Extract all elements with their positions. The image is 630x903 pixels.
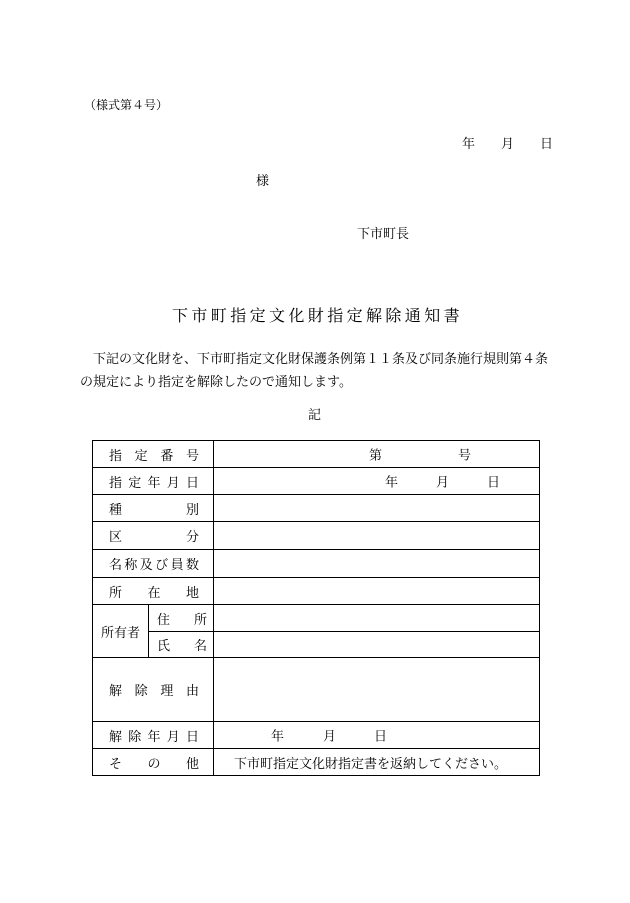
recipient-suffix: 様 <box>256 174 270 189</box>
designation-date-day: 日 <box>487 475 501 491</box>
date-month-label: 月 <box>501 137 515 152</box>
reason-field[interactable] <box>214 658 540 722</box>
row-category <box>93 522 540 550</box>
release-date-field[interactable] <box>214 722 540 749</box>
designation-number-suffix: 号 <box>458 448 472 464</box>
category-field[interactable] <box>214 522 540 550</box>
form-number: （様式第４号） <box>84 98 169 112</box>
designation-date-year: 年 <box>385 475 399 491</box>
label-release-date: 解 除 年 月 日 <box>93 722 214 749</box>
row-owner-name <box>93 632 540 658</box>
row-designation-date <box>93 468 540 495</box>
designation-date-month: 月 <box>436 475 450 491</box>
label-name-count: 名 称 及 び 員 数 <box>93 550 214 578</box>
other-note: 下市町指定文化財指定書を返納してください。 <box>234 756 508 772</box>
designation-number-field[interactable] <box>214 441 540 468</box>
row-designation-number <box>93 441 540 468</box>
label-designation-date: 指 定 年 月 日 <box>93 468 214 495</box>
release-date-year: 年 <box>271 729 285 745</box>
owner-name-field[interactable] <box>214 632 540 658</box>
issuer-name: 下市町長 <box>357 227 410 242</box>
document-title: 下市町指定文化財指定解除通知書 <box>172 306 464 325</box>
row-location <box>93 578 540 605</box>
registry-table <box>92 440 540 776</box>
designation-number-prefix: 第 <box>369 448 383 464</box>
row-name-count <box>93 550 540 578</box>
release-date-month: 月 <box>323 729 337 745</box>
label-other: そ の 他 <box>93 749 214 776</box>
label-owner: 所有者 <box>93 605 149 658</box>
row-other <box>93 749 540 776</box>
date-day-label: 日 <box>540 137 554 152</box>
location-field[interactable] <box>214 578 540 605</box>
release-date-day: 日 <box>374 729 388 745</box>
other-field[interactable] <box>214 749 540 776</box>
type-field[interactable] <box>214 495 540 522</box>
row-reason <box>93 658 540 722</box>
designation-date-field[interactable] <box>214 468 540 495</box>
label-owner-name: 氏 名 <box>149 632 214 658</box>
label-category: 区 分 <box>93 522 214 550</box>
owner-address-field[interactable] <box>214 605 540 632</box>
row-release-date <box>93 722 540 749</box>
label-type: 種 別 <box>93 495 214 522</box>
record-mark: 記 <box>308 408 322 423</box>
row-type <box>93 495 540 522</box>
name-count-field[interactable] <box>214 550 540 578</box>
date-year-label: 年 <box>462 137 476 152</box>
row-owner-address <box>93 605 540 632</box>
label-designation-number: 指 定 番 号 <box>93 441 214 468</box>
label-reason: 解 除 理 由 <box>93 658 214 722</box>
body-text: 下記の文化財を、下市町指定文化財保護条例第１１条及び同条施行規則第４条の規定により指定を解除したので通知します。 <box>80 352 549 390</box>
label-location: 所 在 地 <box>93 578 214 605</box>
label-owner-address: 住 所 <box>149 605 214 632</box>
